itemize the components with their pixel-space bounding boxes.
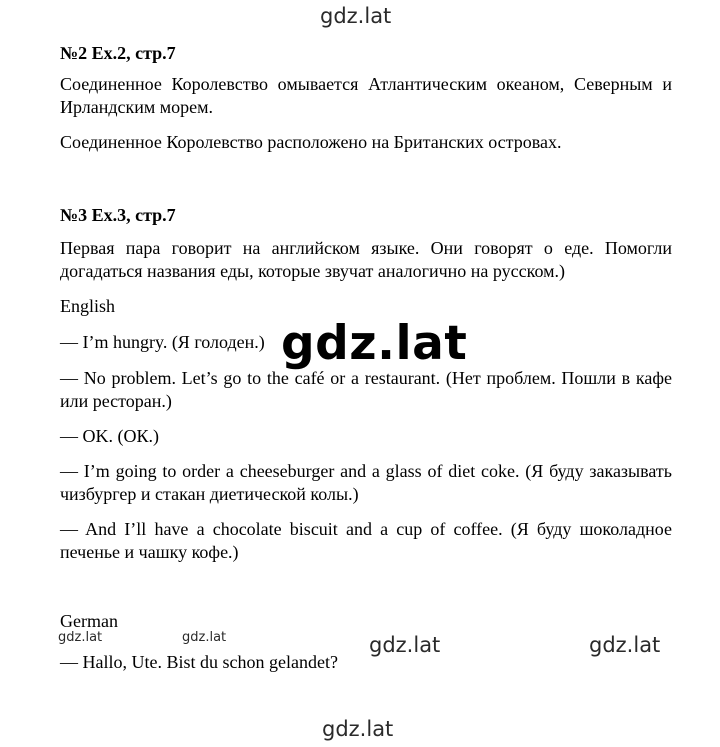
dialogue-line-5: — And I’ll have a chocolate biscuit and a cup of coffee. (Я буду шоколадное печенье и чашку кофе.) xyxy=(60,519,672,562)
watermark-right-2: gdz.lat xyxy=(589,633,661,657)
dialogue-line-1: — I’m hungry. (Я голоден.) xyxy=(60,332,265,352)
dialogue-line-3: — OK. (ОК.) xyxy=(60,426,159,446)
watermark-bottom: gdz.lat xyxy=(322,717,394,741)
section2-paragraph-2: Соединенное Королевство расположено на Британских островах. xyxy=(60,132,562,152)
section2-heading: №2 Ex.2, стр.7 xyxy=(60,43,176,63)
watermark-small-2: gdz.lat xyxy=(182,630,227,645)
section3-heading: №3 Ex.3, стр.7 xyxy=(60,205,176,225)
watermark-right-1: gdz.lat xyxy=(369,633,441,657)
section2-paragraph-1: Соединенное Королевство омывается Атлантическим океаном, Северным и Ирландским морем. xyxy=(60,74,672,117)
dialogue-line-2: — No problem. Let’s go to the café or a restaurant. (Нет проблем. Пошли в кафе или ресторан.) xyxy=(60,368,672,411)
dialogue-line-4: — I’m going to order a cheeseburger and a glass of diet coke. (Я буду заказывать чизбургер и стакан диетической колы.) xyxy=(60,461,672,504)
section3-intro: Первая пара говорит на английском языке. Они говорят о еде. Помогли догадаться названия еды, которые звучат аналогично на русском.) xyxy=(60,238,672,281)
german-line-1: — Hallo, Ute. Bist du schon gelandet? xyxy=(60,652,338,672)
watermark-small-1: gdz.lat xyxy=(58,630,103,645)
watermark-center: gdz.lat xyxy=(281,316,468,371)
german-label: German xyxy=(60,611,118,631)
watermark-top: gdz.lat xyxy=(320,4,392,28)
english-label: English xyxy=(60,296,116,316)
